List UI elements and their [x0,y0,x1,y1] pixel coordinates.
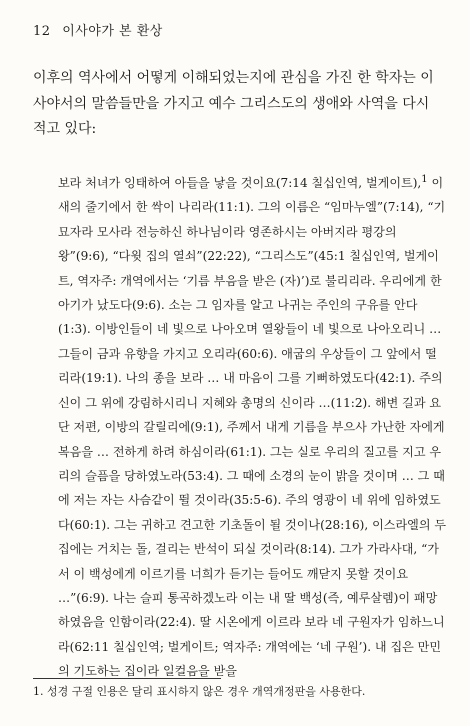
footnote-reference: 1 [421,174,428,185]
page-number: 12 [33,24,51,39]
quote-text-part1: 보라 처녀가 잉태하여 아들을 낳을 것이요(7:14 칠십인역, 벌게이트), [58,176,422,191]
quote-paragraph [58,168,448,684]
block-quote [58,168,448,684]
footnote [33,684,453,700]
running-header [33,20,163,39]
running-title: 이사야가 본 환상 [62,24,163,39]
intro-paragraph [33,66,445,143]
intro-text: 이후의 역사에서 어떻게 이해되었는지에 관심을 가진 한 학자는 이사야서의 말씀들만을 가지고 예수 그리스도의 생애와 사역을 다시 적고 있다: [33,70,434,137]
footnote-text: 1. 성경 구절 인용은 달리 표시하지 않은 경우 개역개정판을 사용한다. [33,685,366,698]
footnote-divider [33,678,221,679]
quote-text-part2: 이새의 줄기에서 한 싹이 나리라(11:1). 그의 이름은 “임마누엘”(7:14), “기묘자라 모사라 전능하신 하나님이라 영존하시는 아버지라 평강의 왕”(9:6), “다윗 집의 열쇠”(22:22), “그리스도”(45:1 칠십인역, 벌게이트, 역자주: 개역에서는 ‘기름 부음을 받은 (자)’)로 불리리라. 우리에게 한 아기가 났도다(9:6). 소는 그 임자를 알고 나귀는 주인의 구유를 안다(1:3). 이방인들이 네 빛으로 나아오며 열왕들이 네 빛으로 나아오리니 … 그들이 금과 유향을 가지고 오리라(60:6). 애굽의 우상들이 그 앞에서 떨리라(19:1). 나의 종을 보라 … 내 마음이 그를 기뻐하였도다(42:1). 주의 신이 그 위에 강림하시리니 지혜와 총명의 신이라 …(11:2). 해변 길과 요단 저편, 이방의 갈릴리에(9:1), 주께서 내게 기름을 부으사 가난한 자에게 복음을 … 전하게 하려 하심이라(61:1). 그는 실로 우리의 질고를 지고 우리의 슬픔을 당하였노라(53:4). 그 때에 소경의 눈이 밝을 것이며 … 그 때에 저는 자는 사슴같이 뛸 것이라(35:5-6). 주의 영광이 네 위에 임하였도다(60:1). 그는 귀하고 견고한 기초돌이 될 것이나(28:16), 이스라엘의 두 집에는 거치는 돌, 걸리는 반석이 되실 것이라(8:14). 그가 가라사대, “가서 이 백성에게 이르기를 너희가 듣기는 들어도 깨닫지 못할 것이요 …”(6:9). 나는 슬피 통곡하겠노라 이는 내 딸 백성(즉, 예루살렘)이 패망하였음을 인함이라(22:4). 딸 시온에게 이르라 보라 네 구원자가 임하느니라(62:11 칠십인역; 벌게이트; 역자주: 개역에는 ‘네 구원’). 내 집은 만민의 기도하는 집이라 일컬음을 받을 [58,176,447,679]
